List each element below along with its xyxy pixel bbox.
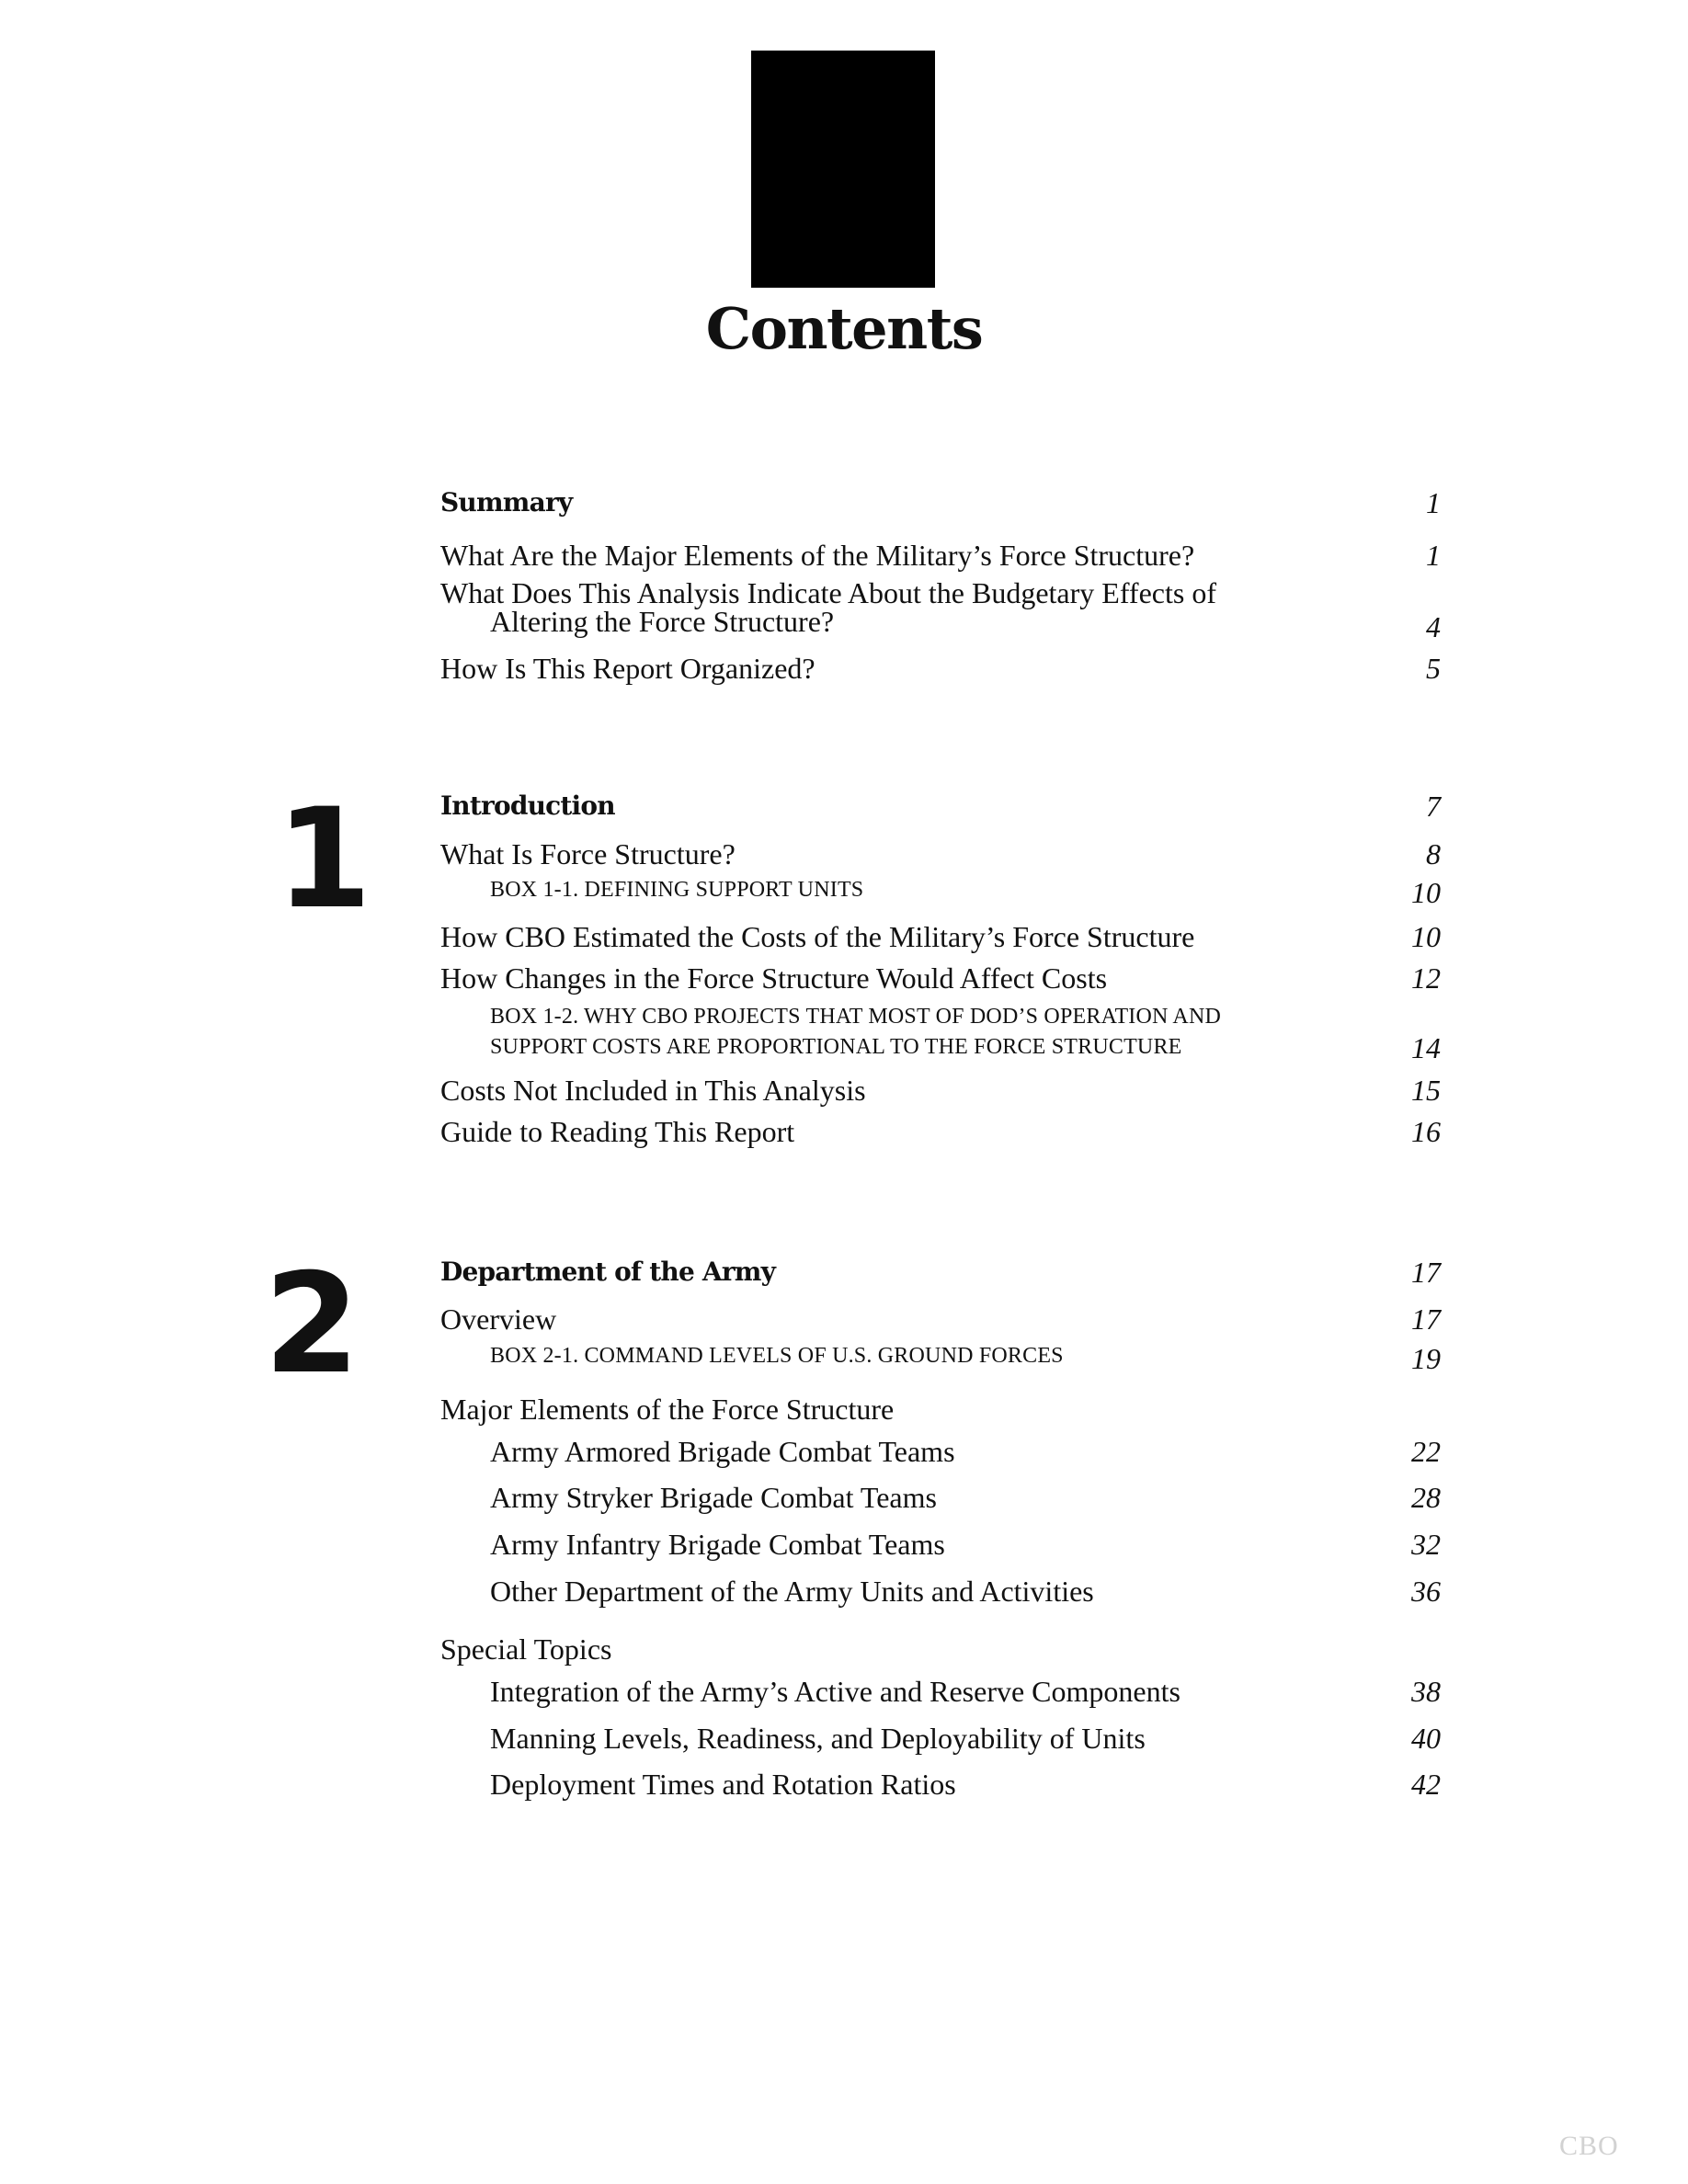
toc-entry-text: Overview <box>440 1302 557 1336</box>
toc-entry[interactable] <box>440 650 1441 687</box>
toc-group-heading <box>440 1631 1441 1667</box>
toc-page-number: 15 <box>1411 1074 1441 1107</box>
toc-subentry[interactable] <box>440 1479 1441 1516</box>
toc-subentry[interactable] <box>440 1433 1441 1470</box>
toc-subentry[interactable] <box>440 1766 1441 1803</box>
toc-box-text: BOX 1-1. DEFINING SUPPORT UNITS <box>490 878 864 902</box>
toc-box-entry[interactable] <box>440 1340 1441 1377</box>
toc-group-text: Special Topics <box>440 1632 612 1666</box>
toc-entry-text: Costs Not Included in This Analysis <box>440 1074 866 1107</box>
toc-entry[interactable] <box>440 576 1441 645</box>
toc-entry-text: Deployment Times and Rotation Ratios <box>490 1768 956 1801</box>
toc-page-number: 22 <box>1411 1435 1441 1468</box>
toc-entry[interactable] <box>440 1072 1441 1109</box>
toc-entry[interactable] <box>440 1301 1441 1337</box>
toc-entry[interactable] <box>440 1113 1441 1150</box>
toc-box-text: BOX 2-1. COMMAND LEVELS OF U.S. GROUND FORCES <box>490 1344 1064 1368</box>
toc-box-text-line2: SUPPORT COSTS ARE PROPORTIONAL TO THE FORCE STRUCTURE <box>490 1035 1182 1059</box>
page-title: Contents <box>705 295 983 362</box>
toc-heading-text: Department of the Army <box>440 1257 776 1287</box>
toc-entry-text: How Changes in the Force Structure Would Affect Costs <box>440 961 1108 995</box>
toc-box-entry[interactable] <box>440 874 1441 911</box>
toc-entry[interactable] <box>440 537 1441 574</box>
toc-entry-text: Other Department of the Army Units and Activities <box>490 1575 1094 1608</box>
toc-page-number: 5 <box>1426 652 1441 685</box>
toc-entry-text: Army Stryker Brigade Combat Teams <box>490 1481 937 1514</box>
toc-box-entry[interactable] <box>440 1002 1441 1068</box>
toc-page-number: 4 <box>1426 610 1441 643</box>
toc-page-number: 1 <box>1426 539 1441 572</box>
toc-page-number: 1 <box>1426 486 1441 519</box>
toc-page-number: 40 <box>1411 1722 1441 1755</box>
toc-entry-text: Integration of the Army’s Active and Reserve Components <box>490 1675 1180 1708</box>
toc-page-number: 36 <box>1411 1575 1441 1608</box>
toc-page-number: 28 <box>1411 1481 1441 1514</box>
toc-entry-text: Army Infantry Brigade Combat Teams <box>490 1528 945 1561</box>
toc-heading-text: Summary <box>440 487 573 518</box>
toc-box-text <box>490 1002 1221 1063</box>
toc-page-number: 17 <box>1411 1302 1441 1336</box>
toc-page-number: 42 <box>1411 1768 1441 1801</box>
toc-page-number: 16 <box>1411 1115 1441 1148</box>
toc-box-text-line1: BOX 1-2. WHY CBO PROJECTS THAT MOST OF DOD’S OPERATION AND <box>490 1005 1222 1029</box>
toc-page-number: 38 <box>1411 1675 1441 1708</box>
chapter-number: 2 <box>264 1245 357 1405</box>
toc-page-number: 12 <box>1411 961 1441 995</box>
toc-group-heading <box>440 1391 1441 1428</box>
toc-entry-text: Manning Levels, Readiness, and Deployability of Units <box>490 1722 1146 1755</box>
toc-entry-text: How CBO Estimated the Costs of the Military’s Force Structure <box>440 920 1195 953</box>
toc-chapter-army[interactable] <box>440 1254 1441 1291</box>
toc-group-text: Major Elements of the Force Structure <box>440 1393 895 1426</box>
toc-subentry[interactable] <box>440 1573 1441 1610</box>
toc-chapter-introduction[interactable] <box>440 788 1441 825</box>
toc-entry-text: Guide to Reading This Report <box>440 1115 795 1148</box>
toc-entry-text: What Are the Major Elements of the Military’s Force Structure? <box>440 539 1195 572</box>
chapter-number: 1 <box>276 779 369 939</box>
toc-entry-text: What Is Force Structure? <box>440 837 736 870</box>
toc-entry[interactable] <box>440 960 1441 996</box>
toc-page-number: 32 <box>1411 1528 1441 1561</box>
toc-entry[interactable] <box>440 918 1441 955</box>
toc-subentry[interactable] <box>440 1673 1441 1710</box>
toc-section-summary[interactable] <box>440 484 1441 521</box>
toc-page-number: 10 <box>1411 920 1441 953</box>
toc-page-number: 17 <box>1411 1256 1441 1289</box>
toc-entry-text: Army Armored Brigade Combat Teams <box>490 1435 955 1468</box>
toc-subentry[interactable] <box>440 1720 1441 1757</box>
toc-page-number: 19 <box>1411 1342 1441 1375</box>
toc-subentry[interactable] <box>440 1526 1441 1563</box>
toc-heading-text: Introduction <box>440 791 615 821</box>
footer-cbo-mark: CBO <box>1559 2131 1619 2161</box>
toc-page-number: 8 <box>1426 837 1441 870</box>
toc-page-number: 10 <box>1411 876 1441 909</box>
toc-entry[interactable] <box>440 836 1441 872</box>
header-black-block <box>751 51 935 288</box>
toc-entry-text-line1: What Does This Analysis Indicate About the Budgetary Effects of <box>440 576 1216 609</box>
toc-entry-text: How Is This Report Organized? <box>440 652 815 685</box>
toc-page-number: 14 <box>1411 1031 1441 1064</box>
toc-entry-text-line2: Altering the Force Structure? <box>490 605 835 638</box>
toc-entry-text <box>440 576 1216 638</box>
toc-page-number: 7 <box>1426 790 1441 823</box>
